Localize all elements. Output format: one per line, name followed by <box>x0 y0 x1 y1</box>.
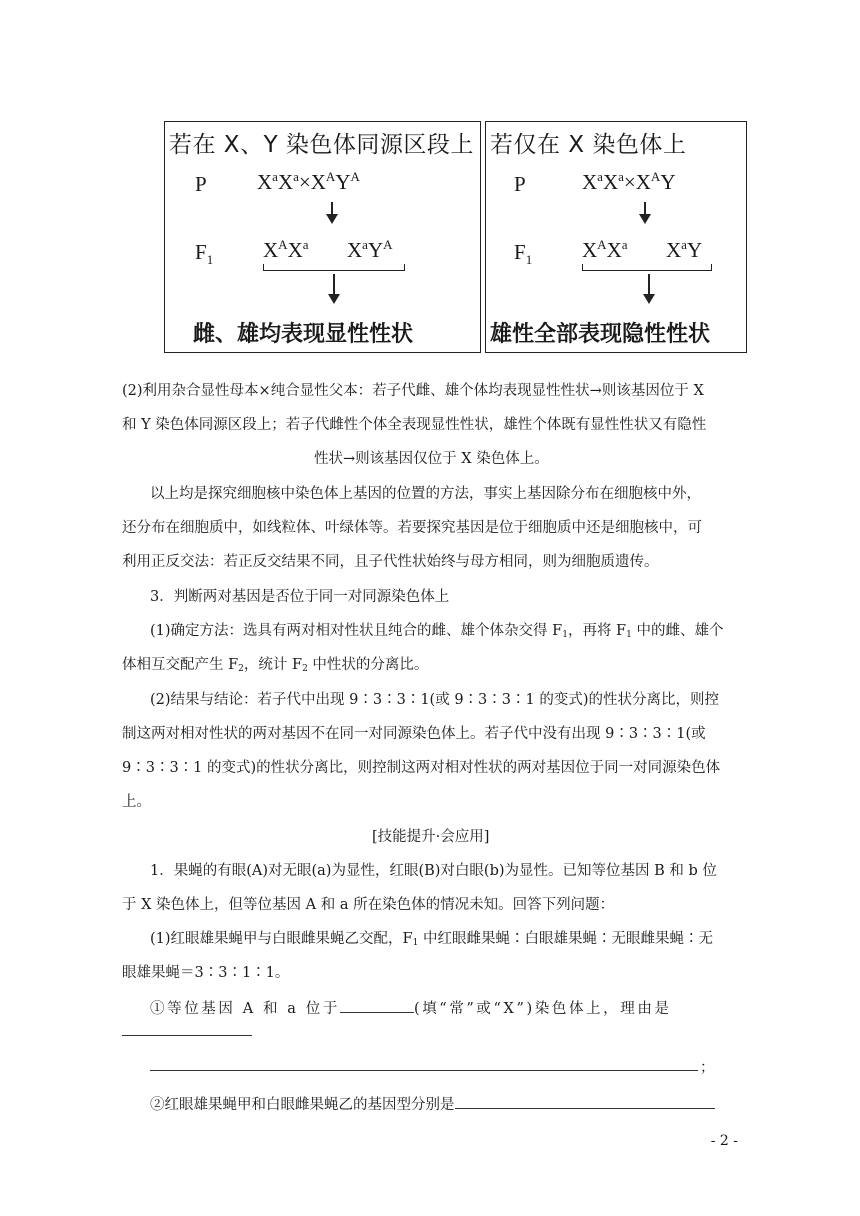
question-1-sub-1-line-1: (1)红眼雄果蝇甲与白眼雌果蝇乙交配，$F_1$ 中红眼雌果蝇∶白眼雄果蝇∶无眼雌果蝇∶无 <box>150 931 713 948</box>
paragraph-2-line-1: (2)利用杂合显性母本×纯合显性父本：若子代雌、雄个体均表现显性性状→则该基因位于 X <box>122 383 704 399</box>
parent-label: P <box>195 172 207 196</box>
method-2-line-4: 上。 <box>122 794 151 810</box>
item-1-end-punctuation: ； <box>700 1060 715 1076</box>
answer-blank[interactable] <box>122 1035 252 1036</box>
page-number: - 2 - <box>710 1133 738 1149</box>
panel-homologous-region <box>164 121 481 353</box>
paragraph-3-line-2: 还分布在细胞质中，如线粒体、叶绿体等。若要探究基因是位于细胞质中还是细胞核中，可 <box>122 520 702 536</box>
paragraph-3-line-1: 以上均是探究细胞核中染色体上基因的位置的方法，事实上基因除分布在细胞核中外， <box>150 486 701 502</box>
method-2-line-3: 9∶3∶3∶1 的变式)的性状分离比，则控制这两对相对性状的两对基因位于同一对同源染色体 <box>122 760 721 776</box>
question-1-line-1: 1．果蝇的有眼(A)对无眼(a)为显性，红眼(B)对白眼(b)为显性。已知等位基因 B 和 b 位 <box>150 863 717 879</box>
panel-title: 若在 X、Y 染色体同源区段上 <box>169 132 474 158</box>
panel-title: 若仅在 X 染色体上 <box>490 132 687 158</box>
parent-label: P <box>514 172 526 196</box>
question-1-line-2: 于 X 染色体上，但等位基因 A 和 a 所在染色体的情况未知。回答下列问题： <box>122 897 615 913</box>
method-2-line-1: (2)结果与结论：若子代中出现 9∶3∶3∶1(或 9∶3∶3∶1 的变式)的性状分离比，则控 <box>150 692 719 708</box>
parent-cross-formula: $X^aX^a\times X^AY^A$ <box>257 169 360 194</box>
section-3-title: 3．判断两对基因是否位于同一对同源染色体上 <box>150 589 450 605</box>
f1-male-genotype: $X^aY$ <box>666 237 703 262</box>
panel-conclusion: 雄性全部表现隐性性状 <box>490 322 711 347</box>
paragraph-2-line-2: 和 Y 染色体同源区段上；若子代雌性个体全表现显性性状，雄性个体既有显性性状又有隐性 <box>122 417 707 433</box>
paragraph-2-line-3: 性状→则该基因仅位于 X 染色体上。 <box>314 451 549 467</box>
answer-blank[interactable] <box>455 1094 715 1109</box>
f1-female-genotype: $X^AX^a$ <box>582 237 628 262</box>
question-1-sub-1-line-2: 眼雄果蝇＝3∶3∶1∶1。 <box>122 965 290 981</box>
section-heading: [技能提升·会应用] <box>372 829 490 845</box>
offspring-bracket <box>582 264 712 271</box>
f1-label: $F_1$ <box>514 240 533 268</box>
method-2-line-2: 制这两对相对性状的两对基因不在同一对同源染色体上。若子代中没有出现 9∶3∶3∶1(或 <box>122 726 706 742</box>
question-1-item-2: ②红眼雄果蝇甲和白眼雌果蝇乙的基因型分别是 <box>150 1094 715 1115</box>
down-arrow-icon <box>648 274 650 302</box>
parent-cross-formula: $X^aX^a\times X^AY$ <box>582 169 676 194</box>
panel-conclusion: 雌、雄均表现显性性状 <box>193 322 414 347</box>
cross-diagram <box>164 121 748 355</box>
down-arrow-icon <box>331 202 333 222</box>
paragraph-3-line-3: 利用正反交法：若正反交结果不同，且子代性状始终与母方相同，则为细胞质遗传。 <box>122 554 659 570</box>
question-1-item-1: ①等位基因 A 和 a 位于 (填“常”或“X”)染色体上，理由是 <box>150 998 672 1019</box>
f1-male-genotype: $X^aY^A$ <box>347 237 393 262</box>
f1-female-genotype: $X^AX^a$ <box>263 237 309 262</box>
down-arrow-icon <box>644 202 646 222</box>
offspring-bracket <box>263 264 405 271</box>
method-1-line-1: (1)确定方法：选具有两对相对性状且纯合的雌、雄个体杂交得 $F_1$，再将 $F_1$ 中的雌、雄个 <box>150 623 724 640</box>
panel-x-only <box>485 121 747 353</box>
answer-blank[interactable] <box>340 998 414 1013</box>
down-arrow-icon <box>333 274 335 302</box>
method-1-line-2: 体相互交配产生 $F_2$，统计 $F_2$ 中性状的分离比。 <box>122 657 429 674</box>
f1-label: $F_1$ <box>195 240 214 268</box>
answer-blank[interactable] <box>150 1070 698 1071</box>
